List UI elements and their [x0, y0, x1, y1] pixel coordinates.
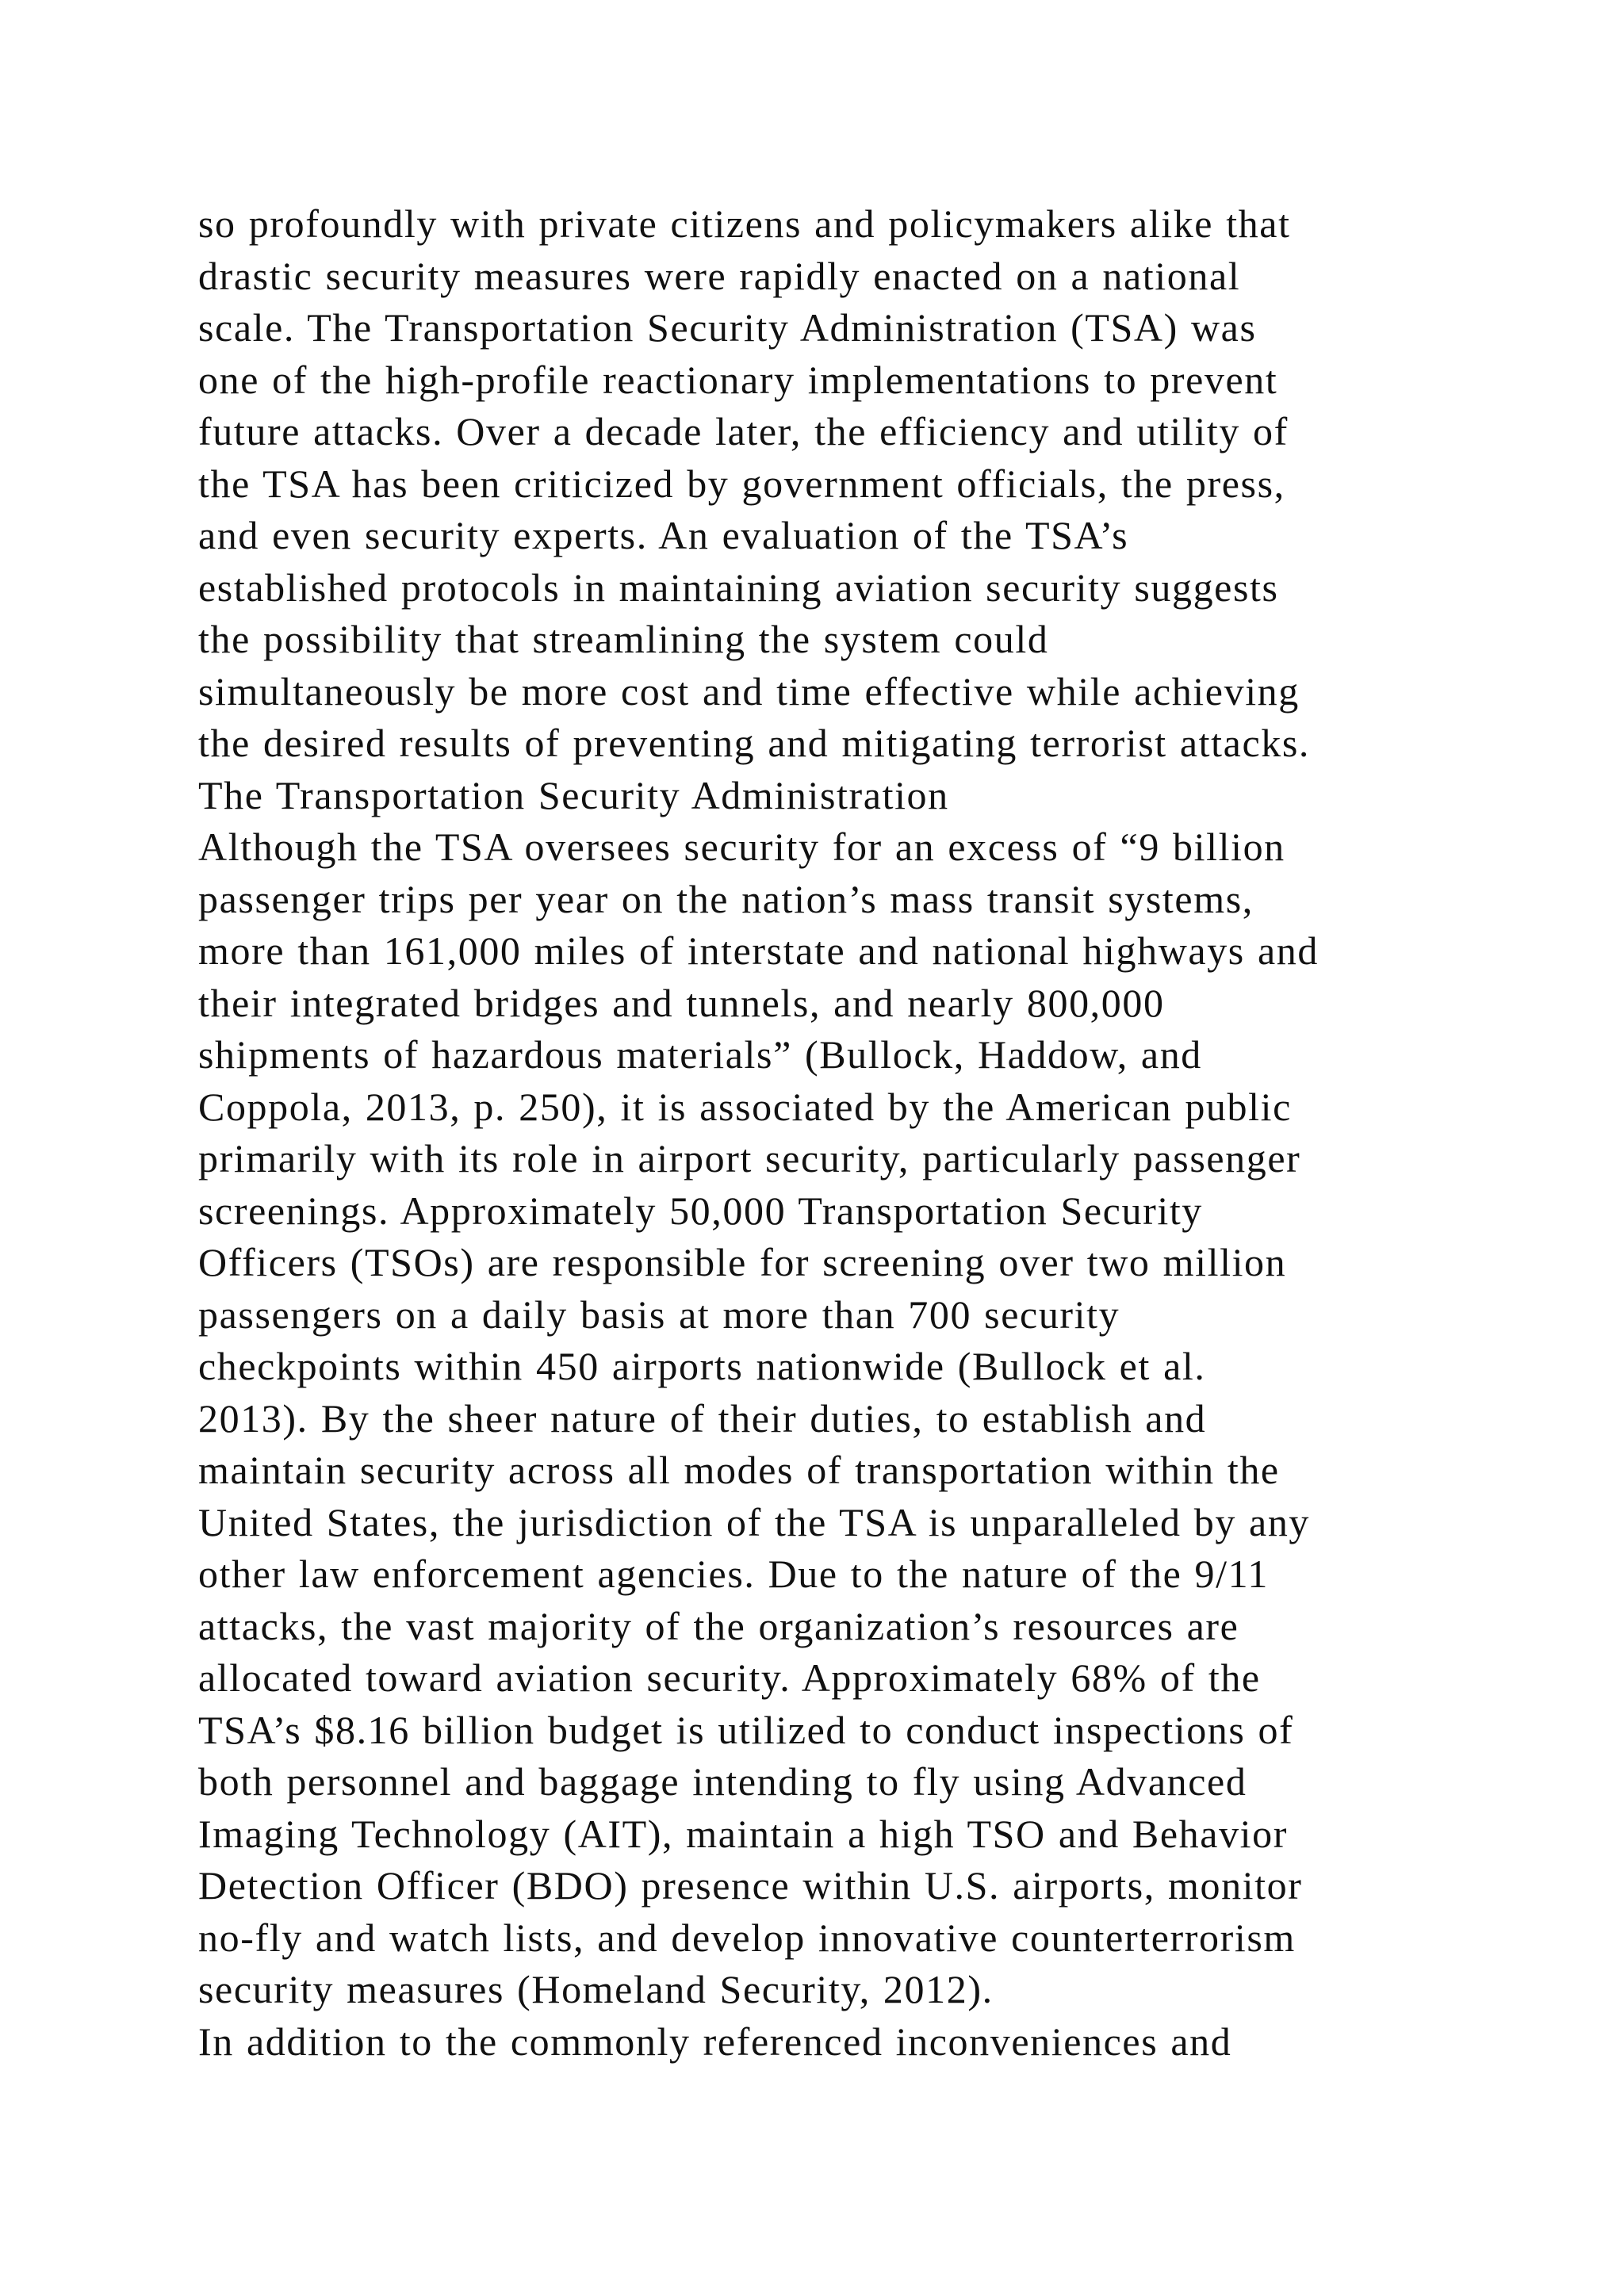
text-line-body: Although the TSA oversees security for an excess of “9 billion [198, 825, 1285, 869]
text-line-intro: drastic security measures were rapidly enacted on a national [198, 253, 1241, 298]
section-heading: The Transportation Security Administration [198, 772, 949, 817]
text-line-intro: established protocols in maintaining aviation security suggests [198, 564, 1279, 610]
text-line-intro: one of the high-profile reactionary implementations to prevent [198, 357, 1278, 402]
text-line-body: 2013). By the sheer nature of their duties, to establish and [198, 1395, 1207, 1441]
text-line-body: primarily with its role in airport security, particularly passenger [198, 1136, 1301, 1181]
text-line-body: TSA’s $8.16 billion budget is utilized to conduct inspections of [198, 1707, 1294, 1752]
text-line-next-paragraph: In addition to the commonly referenced inconveniences and [198, 2019, 1232, 2064]
text-line-body: United States, the jurisdiction of the TSA is unparalleled by any [198, 1499, 1311, 1544]
text-line-body: attacks, the vast majority of the organization’s resources are [198, 1603, 1239, 1648]
text-line-body: more than 161,000 miles of interstate and national highways and [198, 928, 1319, 973]
text-line-body: no-fly and watch lists, and develop innovative counterterrorism [198, 1915, 1296, 1960]
document-body-text [198, 198, 1610, 2068]
text-line-intro: simultaneously be more cost and time effective while achieving [198, 668, 1300, 714]
text-line-intro: so profoundly with private citizens and policymakers alike that [198, 201, 1291, 246]
text-line-intro: future attacks. Over a decade later, the efficiency and utility of [198, 409, 1289, 453]
text-line-intro: the possibility that streamlining the system could [198, 617, 1049, 661]
text-line-body: shipments of hazardous materials” (Bullock, Haddow, and [198, 1032, 1202, 1077]
text-line-body: passenger trips per year on the nation’s mass transit systems, [198, 876, 1254, 921]
text-line-intro: the TSA has been criticized by government officials, the press, [198, 461, 1285, 506]
text-line-body: Imaging Technology (AIT), maintain a high TSO and Behavior [198, 1811, 1289, 1856]
text-line-body: allocated toward aviation security. Approximately 68% of the [198, 1655, 1261, 1700]
text-line-body: security measures (Homeland Security, 2012). [198, 1967, 994, 2011]
text-line-body: checkpoints within 450 airports nationwide (Bullock et al. [198, 1344, 1206, 1388]
text-line-body: Detection Officer (BDO) presence within U.S. airports, monitor [198, 1863, 1303, 1908]
text-line-intro: and even security experts. An evaluation of the TSA’s [198, 513, 1129, 557]
text-line-body: Officers (TSOs) are responsible for screening over two million [198, 1240, 1287, 1284]
text-line-body: passengers on a daily basis at more than 700 security [198, 1292, 1120, 1337]
text-line-body: maintain security across all modes of transportation within the [198, 1448, 1280, 1492]
text-line-intro: scale. The Transportation Security Administration (TSA) was [198, 305, 1257, 350]
text-line-body: their integrated bridges and tunnels, and nearly 800,000 [198, 980, 1165, 1025]
text-line-intro: the desired results of preventing and mitigating terrorist attacks. [198, 721, 1311, 765]
text-line-body: Coppola, 2013, p. 250), it is associated by the American public [198, 1084, 1292, 1129]
text-line-body: both personnel and baggage intending to fly using Advanced [198, 1759, 1247, 1804]
text-line-body: screenings. Approximately 50,000 Transportation Security [198, 1188, 1203, 1233]
text-line-body: other law enforcement agencies. Due to the nature of the 9/11 [198, 1552, 1269, 1596]
